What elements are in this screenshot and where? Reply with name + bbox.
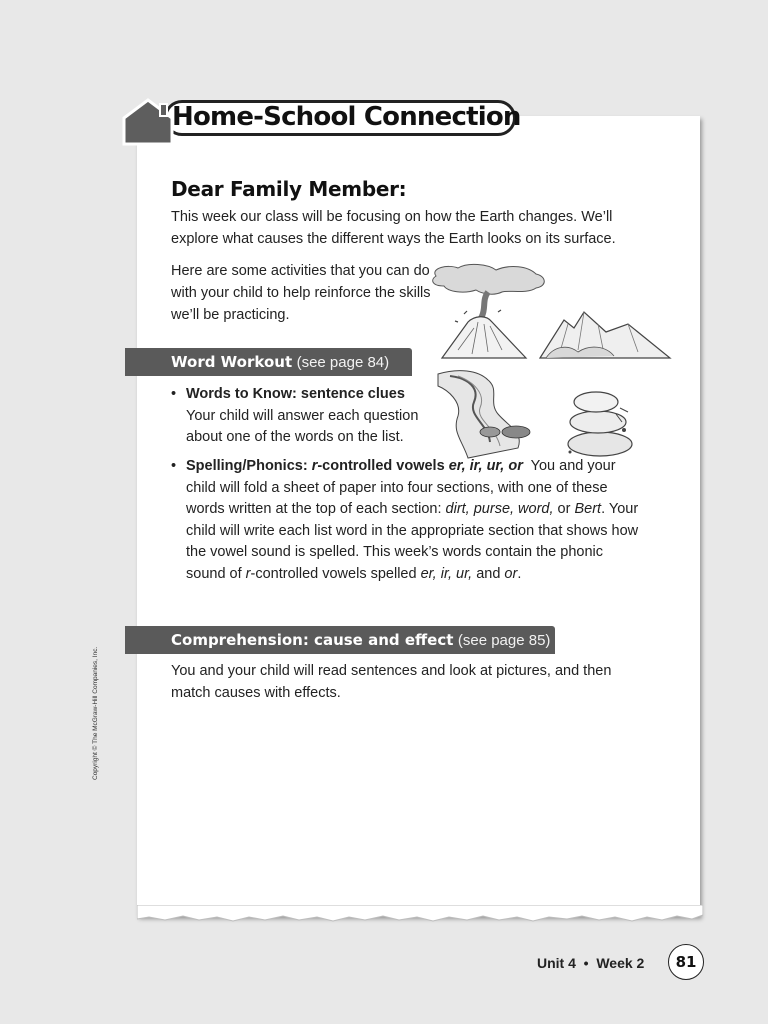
bullet-spelling-phonics-text <box>186 456 641 585</box>
bullet-text-g: -controlled vowels spelled <box>250 565 421 582</box>
bullet-text-e: . Your child will write each list word in the appropriate section that shows how the vowel sound is spelled. This week’s words contain the phonic sound of <box>186 501 639 582</box>
bullet-dot: • <box>171 458 177 474</box>
word-workout-heading <box>125 348 412 376</box>
bullet-heading-d: er, ir, ur, or <box>448 458 523 474</box>
activities-paragraph: Here are some activities that you can do with your child to help reinforce the skills we’ll be practicing. <box>171 263 431 323</box>
bullet-dot: • <box>171 386 177 402</box>
bullet-text-c: or <box>553 501 575 517</box>
bullet-text-f: r <box>245 565 251 582</box>
word-workout-title: Word Workout <box>171 353 293 371</box>
copyright-notice: Copyright © The McGraw-Hill Companies, Inc. <box>92 646 99 780</box>
comprehension-page-ref <box>458 632 551 649</box>
bullet-words-to-know-text <box>186 384 441 449</box>
footer-unit-week: Unit 4 • Week 2 <box>537 955 645 971</box>
bullet-text-a: You and your child will fold a sheet of paper into four sections, with one of these words written at the top of each section: <box>186 458 620 517</box>
comprehension-page-ref-text: (see page 85) <box>457 632 551 649</box>
house-icon <box>120 96 176 146</box>
bullet-heading-b: r <box>311 458 318 474</box>
bullet-text-i: and <box>472 565 505 582</box>
bullet-heading-a: Spelling/Phonics: <box>186 458 312 474</box>
page-title: Home-School Connection <box>172 102 521 132</box>
bullet-text-b: dirt, purse, word, <box>445 501 554 517</box>
word-workout-page-ref <box>297 354 390 371</box>
comprehension-heading <box>125 626 555 654</box>
bullet-heading-c: -controlled vowels <box>317 458 449 474</box>
bullet-heading: Words to Know: sentence clues <box>186 386 405 402</box>
comprehension-title: Comprehension: cause and effect <box>171 631 454 649</box>
torn-paper-edge <box>137 905 703 927</box>
bullet-text-d: Bert <box>574 501 602 517</box>
bullet-text-k: . <box>517 565 522 582</box>
word-workout-page-ref-text: (see page 84) <box>296 354 390 371</box>
comprehension-paragraph: You and your child will read sentences and look at pictures, and then match causes with effects. <box>171 663 612 701</box>
bullet-text-h: er, ir, ur, <box>420 565 473 582</box>
page-number: 81 <box>668 944 704 980</box>
letter-greeting: Dear Family Member: <box>171 177 407 201</box>
bullet-body: Your child will answer each question about one of the words on the list. <box>186 407 419 445</box>
bullet-text-j: or <box>504 565 518 582</box>
intro-paragraph: This week our class will be focusing on how the Earth changes. We’ll explore what causes the different ways the Earth looks on its surface. <box>171 209 616 247</box>
earth-changes-illustration <box>428 262 674 468</box>
